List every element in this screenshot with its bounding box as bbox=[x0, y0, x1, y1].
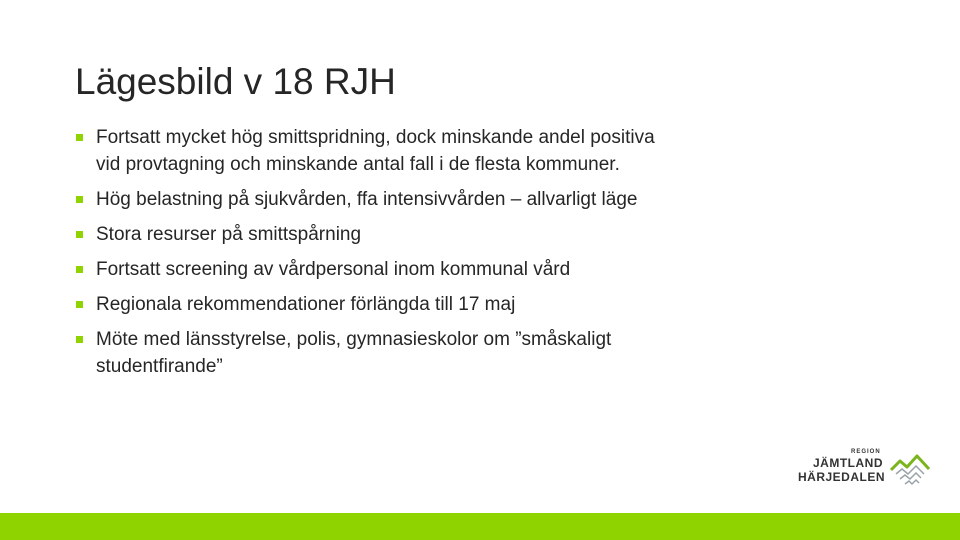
region-logo bbox=[796, 446, 932, 490]
bullet-marker-icon bbox=[76, 196, 83, 203]
bullet-text: Fortsatt mycket hög smittspridning, dock minskande andel positiva vid provtagning och minskande antal fall i de flesta kommuner. bbox=[96, 127, 655, 175]
bullet-list bbox=[75, 124, 675, 388]
mountain-logo-icon bbox=[890, 452, 930, 488]
bullet-marker-icon bbox=[76, 231, 83, 238]
logo-region-text: REGION bbox=[851, 449, 881, 455]
bullet-item bbox=[75, 326, 675, 380]
bullet-text: Hög belastning på sjukvården, ffa intensivvården – allvarligt läge bbox=[96, 189, 638, 210]
bullet-marker-icon bbox=[76, 336, 83, 343]
bullet-text: Fortsatt screening av vårdpersonal inom kommunal vård bbox=[96, 259, 571, 280]
logo-line2: HÄRJEDALEN bbox=[798, 470, 886, 484]
bullet-marker-icon bbox=[76, 134, 83, 141]
bullet-item bbox=[75, 221, 675, 248]
bullet-item bbox=[75, 124, 675, 178]
bullet-item bbox=[75, 291, 675, 318]
slide-title: Lägesbild v 18 RJH bbox=[75, 61, 396, 102]
bullet-text: Möte med länsstyrelse, polis, gymnasieskolor om ”småskaligt studentfirande” bbox=[96, 329, 612, 377]
bullet-text: Regionala rekommendationer förlängda till 17 maj bbox=[96, 294, 516, 315]
bottom-accent-bar bbox=[0, 513, 960, 540]
bullet-marker-icon bbox=[76, 301, 83, 308]
bullet-item bbox=[75, 256, 675, 283]
bullet-text: Stora resurser på smittspårning bbox=[96, 224, 362, 245]
logo-line1: JÄMTLAND bbox=[813, 456, 883, 470]
bullet-marker-icon bbox=[76, 266, 83, 273]
bullet-item bbox=[75, 186, 675, 213]
